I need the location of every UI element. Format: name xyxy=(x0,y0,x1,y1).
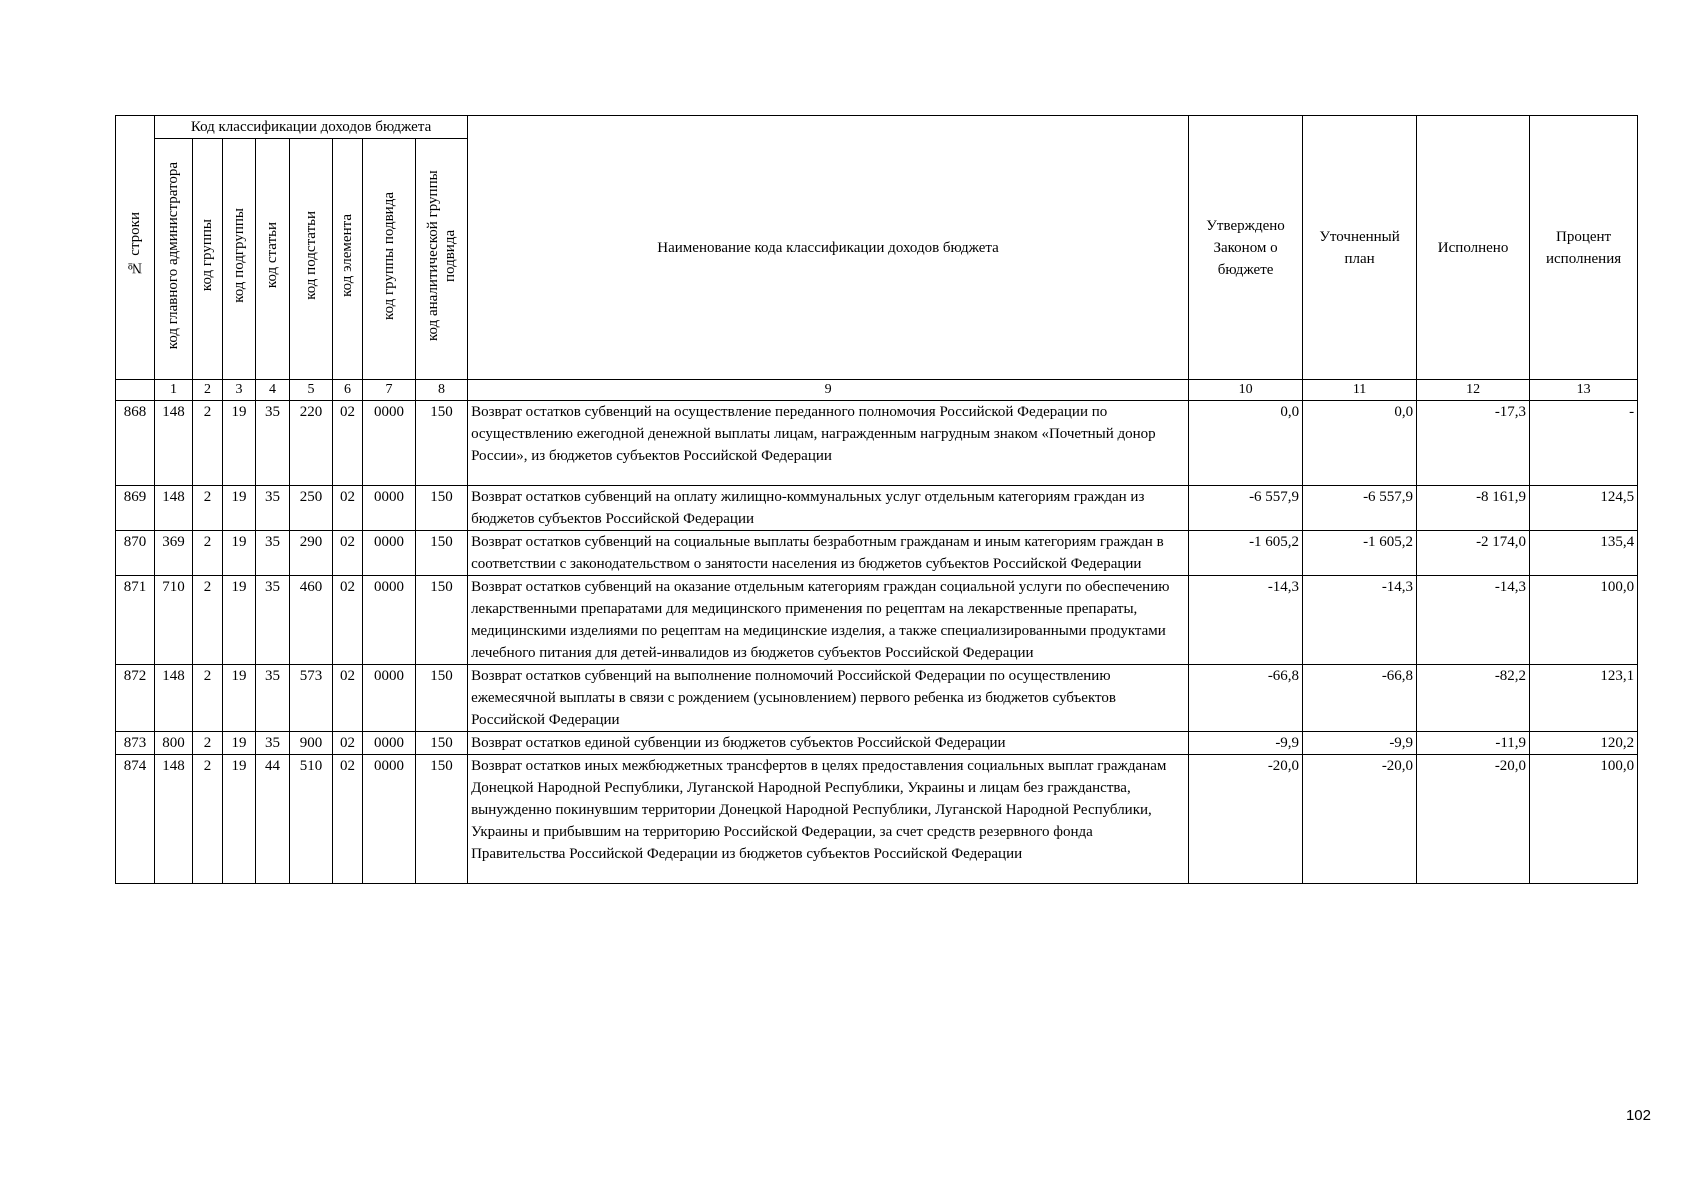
column-number: 1 xyxy=(155,380,193,401)
article-code: 44 xyxy=(256,755,290,884)
subgroup-code-header-label: код подгруппы xyxy=(230,208,247,303)
approved-value: -66,8 xyxy=(1189,665,1303,732)
revenue-name: Возврат остатков субвенций на социальные выплаты безработным гражданам и иным категориям граждан в соответствии с законодательством о занятости населения из бюджетов субъектов Российской Федерации xyxy=(468,531,1189,576)
subtype-group-code: 0000 xyxy=(363,531,416,576)
subgroup-code: 19 xyxy=(223,755,256,884)
percent-value: 100,0 xyxy=(1530,755,1638,884)
admin-code-header-label: код главного администратора xyxy=(165,161,181,350)
group-code-header xyxy=(193,139,223,380)
article-code: 35 xyxy=(256,665,290,732)
column-number: 2 xyxy=(193,380,223,401)
revenue-table xyxy=(115,115,1638,884)
article-code: 35 xyxy=(256,732,290,755)
classification-group-header: Код классификации доходов бюджета xyxy=(155,116,468,139)
element-code: 02 xyxy=(333,401,363,486)
subgroup-code: 19 xyxy=(223,732,256,755)
article-code-header-label: код статьи xyxy=(264,222,280,289)
subgroup-code: 19 xyxy=(223,486,256,531)
subarticle-code-header-label: код подстатьи xyxy=(302,211,319,300)
subarticle-code: 510 xyxy=(290,755,333,884)
refined-value: -6 557,9 xyxy=(1303,486,1417,531)
column-number: 5 xyxy=(290,380,333,401)
revenue-name: Возврат остатков субвенций на оплату жилищно-коммунальных услуг отдельным категориям граждан из бюджетов субъектов Российской Федерации xyxy=(468,486,1189,531)
row-number: 874 xyxy=(116,755,155,884)
element-code: 02 xyxy=(333,665,363,732)
group-code-header-label: код группы xyxy=(199,219,215,292)
element-code: 02 xyxy=(333,531,363,576)
refined-value: -9,9 xyxy=(1303,732,1417,755)
column-number: 7 xyxy=(363,380,416,401)
name-header: Наименование кода классификации доходов бюджета xyxy=(468,116,1189,380)
table-row xyxy=(116,576,1638,665)
subarticle-code: 573 xyxy=(290,665,333,732)
admin-code-header xyxy=(155,139,193,380)
column-number: 8 xyxy=(416,380,468,401)
group-code: 2 xyxy=(193,665,223,732)
analytic-group-code-header-label: код аналитической группы подвида xyxy=(424,170,458,341)
approved-value: -1 605,2 xyxy=(1189,531,1303,576)
row-number: 871 xyxy=(116,576,155,665)
percent-value: 124,5 xyxy=(1530,486,1638,531)
analytic-code: 150 xyxy=(416,531,468,576)
subgroup-code: 19 xyxy=(223,531,256,576)
table-row xyxy=(116,665,1638,732)
executed-value: -8 161,9 xyxy=(1417,486,1530,531)
subgroup-code: 19 xyxy=(223,576,256,665)
percent-value: 120,2 xyxy=(1530,732,1638,755)
executed-value: -20,0 xyxy=(1417,755,1530,884)
refined-value: -14,3 xyxy=(1303,576,1417,665)
element-code: 02 xyxy=(333,755,363,884)
analytic-code: 150 xyxy=(416,576,468,665)
approved-value: -6 557,9 xyxy=(1189,486,1303,531)
group-code: 2 xyxy=(193,732,223,755)
subarticle-code-header xyxy=(290,139,333,380)
subarticle-code: 250 xyxy=(290,486,333,531)
executed-header: Исполнено xyxy=(1417,116,1530,380)
admin-code: 148 xyxy=(155,665,193,732)
row-number: 872 xyxy=(116,665,155,732)
subarticle-code: 460 xyxy=(290,576,333,665)
subgroup-code: 19 xyxy=(223,665,256,732)
refined-value: -66,8 xyxy=(1303,665,1417,732)
table-row xyxy=(116,401,1638,486)
column-number: 6 xyxy=(333,380,363,401)
column-number: 11 xyxy=(1303,380,1417,401)
element-code-header-label: код элемента xyxy=(339,214,355,297)
table-row xyxy=(116,755,1638,884)
subgroup-code-header xyxy=(223,139,256,380)
subarticle-code: 290 xyxy=(290,531,333,576)
element-code: 02 xyxy=(333,486,363,531)
executed-value: -17,3 xyxy=(1417,401,1530,486)
refined-value: 0,0 xyxy=(1303,401,1417,486)
admin-code: 800 xyxy=(155,732,193,755)
percent-value: 123,1 xyxy=(1530,665,1638,732)
column-number: 10 xyxy=(1189,380,1303,401)
subtype-group-code: 0000 xyxy=(363,665,416,732)
admin-code: 710 xyxy=(155,576,193,665)
column-number: 9 xyxy=(468,380,1189,401)
executed-value: -14,3 xyxy=(1417,576,1530,665)
element-code: 02 xyxy=(333,732,363,755)
column-number: 12 xyxy=(1417,380,1530,401)
subtype-group-code: 0000 xyxy=(363,401,416,486)
executed-value: -11,9 xyxy=(1417,732,1530,755)
column-number xyxy=(116,380,155,401)
article-code-header xyxy=(256,139,290,380)
group-code: 2 xyxy=(193,755,223,884)
approved-value: -9,9 xyxy=(1189,732,1303,755)
element-code: 02 xyxy=(333,576,363,665)
refined-header: Уточненный план xyxy=(1303,116,1417,380)
approved-value: 0,0 xyxy=(1189,401,1303,486)
table-header xyxy=(116,116,1638,401)
revenue-name: Возврат остатков субвенций на оказание отдельным категориям граждан социальной услуги по обеспечению лекарственными препаратами для медицинского применения по рецептам на лекарственные препараты, медицинскими изделиями по рецептам на медицинские изделия, а также специализированными продуктами лечебного питания для детей-инвалидов из бюджетов субъектов Российской Федерации xyxy=(468,576,1189,665)
row-number: 870 xyxy=(116,531,155,576)
revenue-name: Возврат остатков иных межбюджетных трансфертов в целях предоставления социальных выплат гражданам Донецкой Народной Республики, Луганской Народной Республики, Украины и лицам без гражданства, вынужденно покинувшим территории Донецкой Народной Республики, Луганской Народной Республики, Украины и прибывшим на территорию Российской Федерации, за счет средств резервного фонда Правительства Российской Федерации из бюджетов субъектов Российской Федерации xyxy=(468,755,1189,884)
table-row xyxy=(116,531,1638,576)
column-number: 4 xyxy=(256,380,290,401)
executed-value: -2 174,0 xyxy=(1417,531,1530,576)
table-row xyxy=(116,732,1638,755)
approved-value: -14,3 xyxy=(1189,576,1303,665)
column-number: 3 xyxy=(223,380,256,401)
revenue-name: Возврат остатков субвенций на выполнение полномочий Российской Федерации по осуществлению ежемесячной выплаты в связи с рождением (усыновлением) первого ребенка из бюджетов субъектов Российской Федерации xyxy=(468,665,1189,732)
group-code: 2 xyxy=(193,486,223,531)
approved-value: -20,0 xyxy=(1189,755,1303,884)
refined-value: -20,0 xyxy=(1303,755,1417,884)
article-code: 35 xyxy=(256,486,290,531)
analytic-code: 150 xyxy=(416,665,468,732)
column-number-row xyxy=(116,380,1638,401)
analytic-code: 150 xyxy=(416,732,468,755)
subtype-group-code: 0000 xyxy=(363,732,416,755)
analytic-code: 150 xyxy=(416,755,468,884)
page-number: 102 xyxy=(1625,1107,1651,1124)
table-body xyxy=(116,401,1638,884)
admin-code: 369 xyxy=(155,531,193,576)
admin-code: 148 xyxy=(155,401,193,486)
subtype-group-code: 0000 xyxy=(363,486,416,531)
percent-value: - xyxy=(1530,401,1638,486)
row-number-header xyxy=(116,116,155,380)
revenue-name: Возврат остатков единой субвенции из бюджетов субъектов Российской Федерации xyxy=(468,732,1189,755)
approved-header: Утверждено Законом о бюджете xyxy=(1189,116,1303,380)
subtype-group-code-header-label: код группы подвида xyxy=(380,191,397,320)
row-number: 873 xyxy=(116,732,155,755)
column-number: 13 xyxy=(1530,380,1638,401)
subtype-group-code-header xyxy=(363,139,416,380)
group-code: 2 xyxy=(193,576,223,665)
row-number: 869 xyxy=(116,486,155,531)
group-code: 2 xyxy=(193,401,223,486)
group-code: 2 xyxy=(193,531,223,576)
executed-value: -82,2 xyxy=(1417,665,1530,732)
refined-value: -1 605,2 xyxy=(1303,531,1417,576)
article-code: 35 xyxy=(256,401,290,486)
subgroup-code: 19 xyxy=(223,401,256,486)
revenue-name: Возврат остатков субвенций на осуществление переданного полномочия Российской Федерации по осуществлению ежегодной денежной выплаты лицам, награжденным нагрудным знаком «Почетный донор России», из бюджетов субъектов Российской Федерации xyxy=(468,401,1189,486)
article-code: 35 xyxy=(256,576,290,665)
element-code-header xyxy=(333,139,363,380)
percent-value: 100,0 xyxy=(1530,576,1638,665)
admin-code: 148 xyxy=(155,755,193,884)
row-number-header-label: № строки xyxy=(126,212,143,276)
percent-header: Процент исполнения xyxy=(1530,116,1638,380)
subarticle-code: 220 xyxy=(290,401,333,486)
analytic-group-code-header xyxy=(416,139,468,380)
percent-value: 135,4 xyxy=(1530,531,1638,576)
table-row xyxy=(116,486,1638,531)
subtype-group-code: 0000 xyxy=(363,755,416,884)
admin-code: 148 xyxy=(155,486,193,531)
analytic-code: 150 xyxy=(416,486,468,531)
subarticle-code: 900 xyxy=(290,732,333,755)
analytic-code: 150 xyxy=(416,401,468,486)
row-number: 868 xyxy=(116,401,155,486)
subtype-group-code: 0000 xyxy=(363,576,416,665)
article-code: 35 xyxy=(256,531,290,576)
